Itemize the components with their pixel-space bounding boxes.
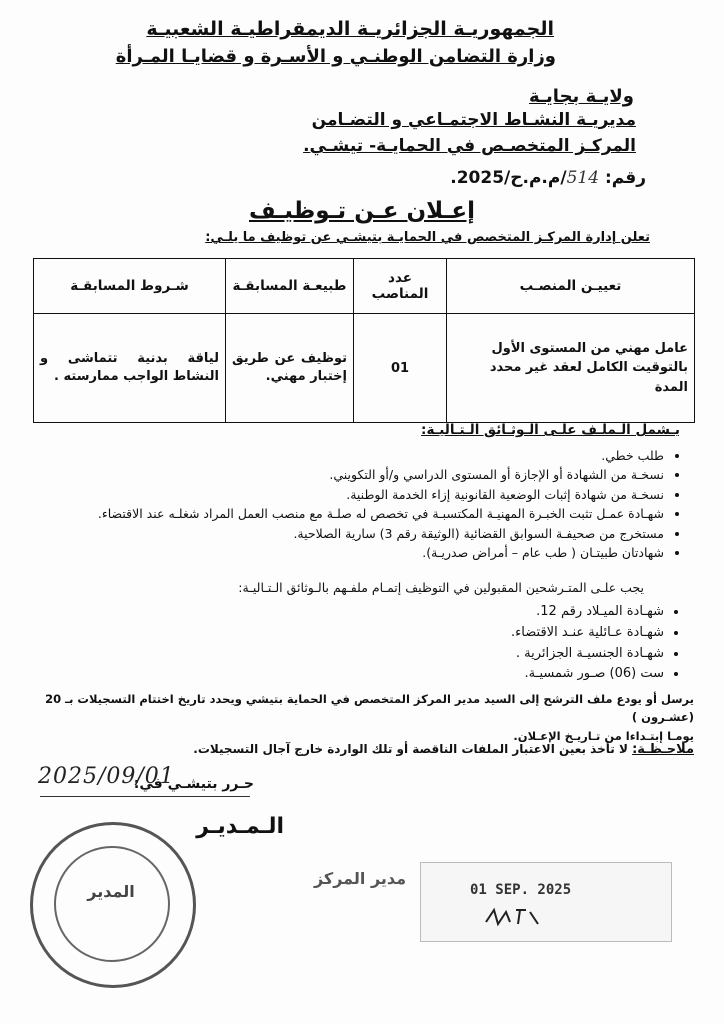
announcement-title: إعـلان عـن تـوظيـف [248,198,476,224]
list-item: • شهـادة عـائلية عنـد الاقتضاء. [64,623,664,644]
list-item: • شهادتان طبيتـان ( طب عام – أمراض صدريـة). [24,543,664,562]
list-item: • شهـادة الجنسيـة الجزائرية . [64,644,664,665]
directorate-label: مديريـة النشـاط الاجتمـاعي و التضـامن [311,110,636,130]
cell-post: عامل مهني من المستوى الأول بالتوقيت الكامل لعقد غير محدد المدة [447,314,695,423]
submission-notice [24,690,694,745]
list-item: • نسخـة من شهادة إثبات الوضعية القانونية إزاء الخدمة الوطنية. [24,485,664,504]
reference-handwritten: 514 [566,168,600,188]
signature-scribble [482,904,542,928]
handwritten-signature [482,904,542,934]
ministry-header: وزارة التضامن الوطنـي و الأسـرة و قضايـا المـرأة [115,46,556,67]
accepted-section-heading: يجب علـى المتـرشحين المقبولين في التوظيف إتمـام ملفـهم بالـوثائق الـتـاليـة: [238,580,644,595]
date-underline [40,796,250,797]
list-item: • مستخرج من صحيفـة السوابق القضائية (الوثيقة رقم 3) سارية الصلاحية. [24,524,664,543]
list-item: • شهـادة عمـل تثبت الخبـرة المهنيـة المكتسبـة في تخصص له صلـة مع منصب العمل المراد شغلـه عند الاقتضاء. [24,504,664,523]
list-item: • شهـادة الميـلاد رقم 12. [64,602,664,623]
note-label: ملاحـظـة: [632,742,694,757]
reference-label: رقم: [604,168,646,188]
seal-text: المدير [87,882,135,901]
center-label: المركـز المتخصـص في الحمايـة- تيشـي. [303,136,636,156]
reception-stamp [420,862,672,942]
accepted-documents-list [64,602,680,685]
signing-date: 2025/09/01 [38,764,175,789]
signing-place: حـرر بتيشـي في: [133,776,254,792]
table-header-row [34,259,695,314]
announcement-intro: تعلن إدارة المركـز المتخصص في الحمايـة بتيشـي عن توظيف ما يلـي: [205,230,650,245]
reference-number [450,168,646,188]
signature-stamp-text: مدير المركز [313,869,407,888]
republic-header: الجمهوريـة الجزائريـة الديمقراطيـة الشعبيـة [146,18,554,40]
reference-suffix: /م.م.ح/2025. [450,168,567,188]
cell-count: 01 [354,314,447,423]
positions-table [33,258,695,423]
header-post: تعييـن المنصـب [447,259,695,314]
table-row [34,314,695,423]
wilaya-label: ولايـة بجايـة [528,86,634,107]
director-title: الـمـديـر [196,814,284,839]
file-documents-list [24,446,680,562]
submission-line-2: يومـا إبتـداءا من تـاريـخ الإعـلان. [513,728,694,743]
reception-stamp-date: 01 SEP. 2025 [470,882,572,898]
header-count: عدد المناصب [354,259,447,314]
list-item: • ست (06) صـور شمسيـة. [64,664,664,685]
header-conditions: شـروط المسابقـة [34,259,226,314]
header-nature: طبيعـة المسابقـة [226,259,354,314]
list-item: • نسخـة من الشهادة أو الإجازة أو المستوى الدراسي و/أو التكويني. [24,465,664,484]
cell-nature: توظيف عن طريق إختبار مهني. [226,314,354,423]
note-block [193,740,694,761]
note-text: لا تأخذ بعين الاعتبار الملفات الناقصة أو تلك الواردة خارج آجال التسجيلات. [193,742,628,756]
file-section-heading: يـشمل الـملـف علـى الـوثـائق الـتـاليـة: [421,422,680,438]
submission-line-1: يرسل أو يودع ملف الترشح إلى السيد مدير المركز المتخصص في الحماية بتيشي ويحدد تاريخ اختتام التسجيلات بـ 20 (عشـرون ) [45,692,694,725]
cell-conditions: لياقة بدنية تتماشى و النشاط الواجب ممارسته . [34,314,226,423]
round-seal-inner [54,846,170,962]
list-item: • طلب خطي. [24,446,664,465]
